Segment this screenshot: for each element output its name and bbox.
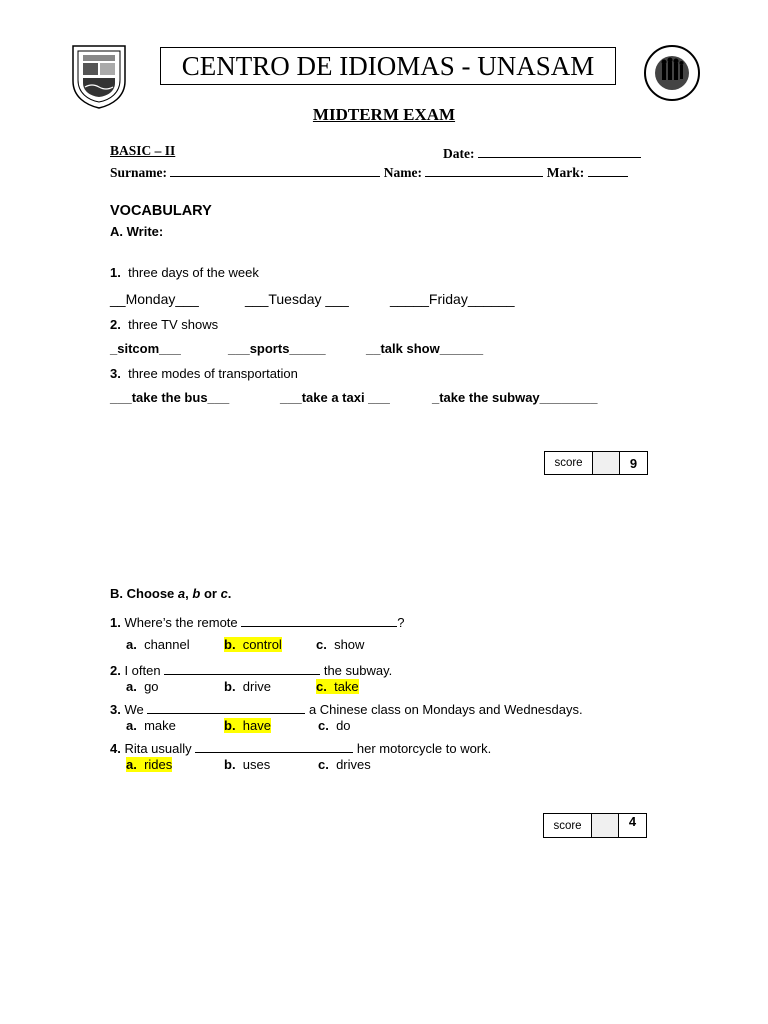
question-a3: 3. three modes of transportation bbox=[110, 366, 298, 381]
section-b-instruction: B. Choose a, b or c. bbox=[110, 586, 232, 601]
blank-b1[interactable] bbox=[241, 612, 397, 627]
section-a-instruction: A. Write: bbox=[110, 224, 164, 239]
option-b1-b[interactable]: b. control bbox=[224, 637, 282, 652]
score-label: score bbox=[544, 814, 592, 837]
option-b3-c[interactable]: c. do bbox=[318, 718, 351, 733]
answer-a1-2: ___Tuesday ___ bbox=[245, 291, 349, 307]
answer-a2-3: __talk show______ bbox=[366, 341, 484, 356]
name-label: Name: bbox=[383, 165, 422, 180]
option-b3-b[interactable]: b. have bbox=[224, 718, 271, 733]
student-info-row bbox=[110, 162, 628, 181]
date-field bbox=[443, 143, 641, 162]
option-b1-c[interactable]: c. show bbox=[316, 637, 365, 652]
answer-a3-1: ___take the bus___ bbox=[110, 390, 230, 405]
option-b4-c[interactable]: c. drives bbox=[318, 757, 371, 772]
option-b4-b[interactable]: b. uses bbox=[224, 757, 271, 772]
score-value: 9 bbox=[629, 455, 638, 471]
blank-b2[interactable] bbox=[164, 660, 320, 675]
question-b4: 4. Rita usually her motorcycle to work. bbox=[110, 738, 491, 756]
answer-a3-3: _take the subway________ bbox=[432, 390, 598, 405]
question-b2: 2. I often the subway. bbox=[110, 660, 392, 678]
mark-label: Mark: bbox=[546, 165, 585, 180]
score-blank-cell bbox=[592, 814, 619, 837]
institution-title: CENTRO DE IDIOMAS - UNASAM bbox=[181, 50, 595, 81]
answer-a1-3: _____Friday______ bbox=[390, 291, 515, 307]
question-b3: 3. We a Chinese class on Mondays and Wednesdays. bbox=[110, 699, 583, 717]
option-b3-a[interactable]: a. make bbox=[126, 718, 176, 733]
option-b4-a[interactable]: a. rides bbox=[126, 757, 173, 772]
option-b1-a[interactable]: a. channel bbox=[126, 637, 190, 652]
date-blank[interactable] bbox=[478, 143, 641, 158]
option-b2-b[interactable]: b. drive bbox=[224, 679, 271, 694]
answer-a3-2: ___take a taxi ___ bbox=[280, 390, 390, 405]
question-b1: 1. Where’s the remote ? bbox=[110, 612, 405, 630]
university-crest-logo bbox=[70, 43, 128, 109]
score-value: 4 bbox=[628, 814, 637, 829]
score-label: score bbox=[545, 452, 593, 474]
score-box-b bbox=[543, 813, 647, 838]
level-label: BASIC – II bbox=[110, 143, 176, 158]
institution-title-box bbox=[160, 47, 616, 85]
option-b2-c[interactable]: c. take bbox=[316, 679, 359, 694]
option-b2-a[interactable]: a. go bbox=[126, 679, 159, 694]
language-center-logo bbox=[640, 42, 704, 104]
surname-blank[interactable] bbox=[170, 162, 380, 177]
mark-blank[interactable] bbox=[588, 162, 628, 177]
score-box-a bbox=[544, 451, 648, 475]
question-a2: 2. three TV shows bbox=[110, 317, 219, 332]
answer-a1-1: __Monday___ bbox=[110, 291, 199, 307]
exam-title: MIDTERM EXAM bbox=[312, 105, 456, 124]
question-a1: 1. three days of the week bbox=[110, 265, 259, 280]
vocabulary-heading: VOCABULARY bbox=[110, 203, 212, 219]
answer-a2-1: _sitcom___ bbox=[110, 341, 181, 356]
name-blank[interactable] bbox=[425, 162, 543, 177]
answer-a2-2: ___sports_____ bbox=[228, 341, 326, 356]
blank-b3[interactable] bbox=[147, 699, 305, 714]
surname-label: Surname: bbox=[110, 165, 167, 180]
date-label: Date: bbox=[443, 146, 475, 161]
score-blank-cell bbox=[593, 452, 620, 474]
blank-b4[interactable] bbox=[195, 738, 353, 753]
